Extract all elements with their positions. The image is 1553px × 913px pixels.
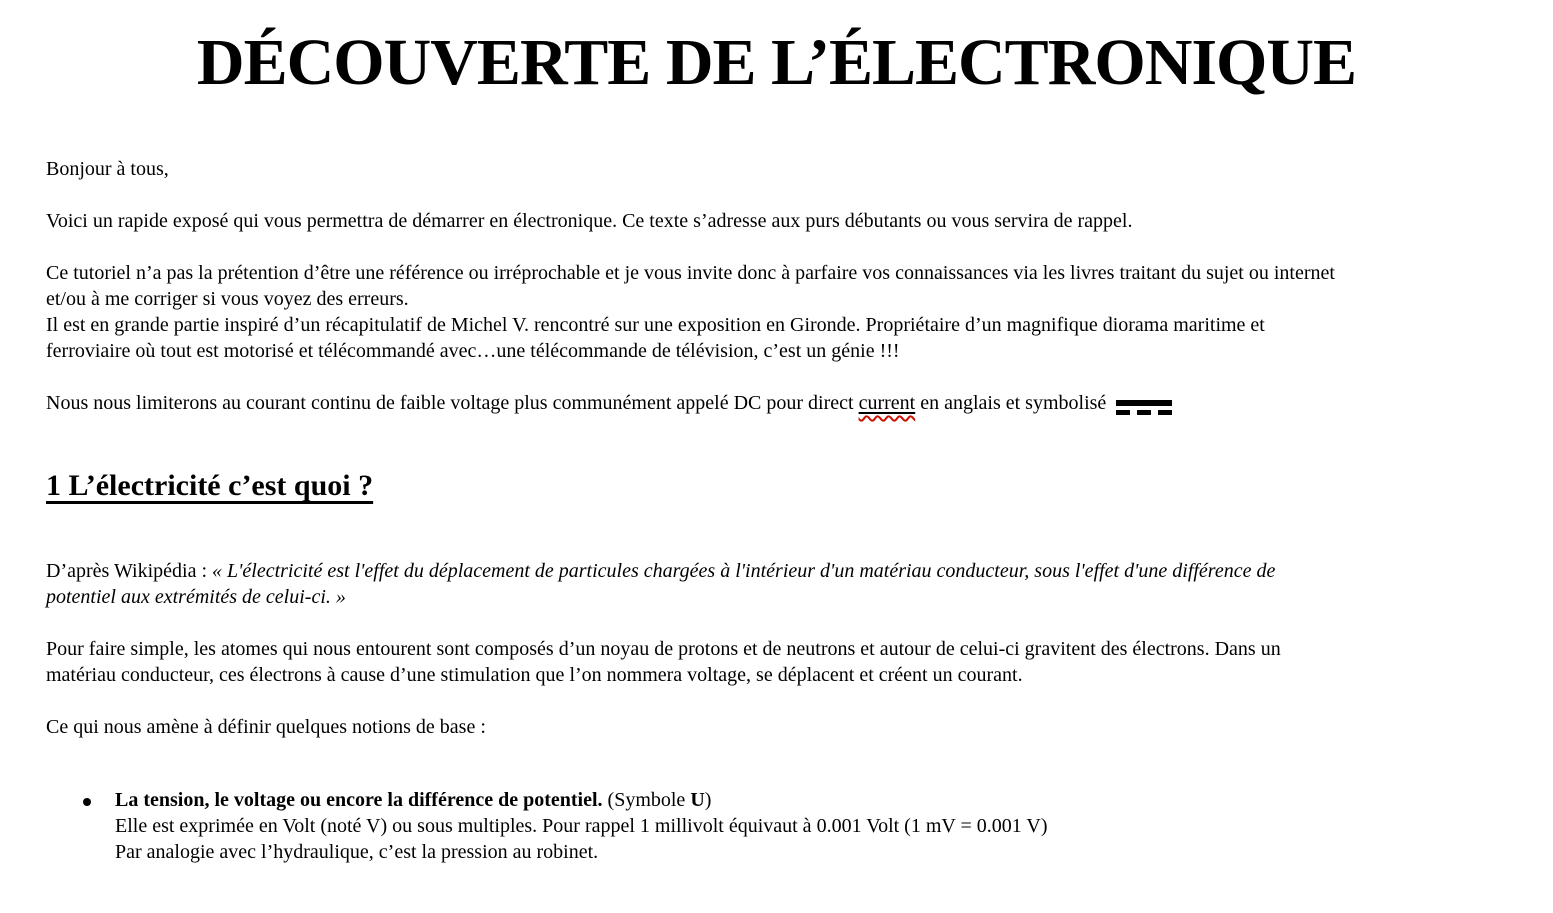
wikipedia-lead: D’après Wikipédia : [46, 560, 212, 582]
dc-icon-solid-bar [1116, 400, 1172, 406]
wikipedia-quote-part-2: potentiel aux extrémités de celui-ci. » [46, 586, 346, 608]
tutorial-line-2: et/ou à me corriger si vous voyez des erreurs. [46, 288, 409, 310]
spellchecked-word: current [858, 392, 916, 414]
wikipedia-line-1 [46, 558, 1507, 584]
bullet-normal-close: ) [704, 789, 712, 811]
bullet-symbol-letter: U [690, 789, 705, 811]
wikipedia-quote-part-1: « L'électricité est l'effet du déplacement de particules chargées à l'intérieur d'un matériau conducteur, sous l'effet d'une différence de [212, 560, 1276, 582]
bullet-line-2: Elle est exprimée en Volt (noté V) ou sous multiples. Pour rappel 1 millivolt équivaut à 0.001 Volt (1 mV = 0.001 V) [115, 815, 1048, 837]
section-1-heading: 1 L’électricité c’est quoi ? [46, 469, 374, 502]
bullet-normal-mid: (Symbole [602, 789, 691, 811]
intro-line: Voici un rapide exposé qui vous permettra de démarrer en électronique. Ce texte s’adresse aux purs débutants ou vous servira de rappel. [46, 210, 1133, 232]
atoms-line-1: Pour faire simple, les atomes qui nous entourent sont composés d’un noyau de protons et de neutrons et autour de celui-ci gravitent des électrons. Dans un [46, 638, 1281, 660]
greeting-paragraph: Bonjour à tous, [46, 158, 169, 180]
dc-text-after: en anglais et symbolisé [915, 392, 1107, 414]
underlined-word-wrap [859, 392, 916, 414]
notions-intro-paragraph: Ce qui nous amène à définir quelques notions de base : [46, 716, 486, 738]
document-title: DÉCOUVERTE DE L’ÉLECTRONIQUE [196, 26, 1357, 99]
bullet-line-3: Par analogie avec l’hydraulique, c’est la pression au robinet. [115, 841, 599, 863]
bullet-bold-lead: La tension, le voltage ou encore la différence de potentiel. [115, 789, 603, 811]
bullet-title-line [115, 787, 1507, 813]
intro-paragraph [46, 208, 1507, 234]
tutorial-line-1: Ce tutoriel n’a pas la prétention d’être une référence ou irréprochable et je vous invite donc à parfaire vos connaissances via les livres traitant du sujet ou internet [46, 262, 1335, 284]
dc-paragraph [46, 390, 1507, 416]
notions-list [46, 787, 1507, 865]
atoms-line-2: matériau conducteur, ces électrons à cause d’une stimulation que l’on nommera voltage, se déplacent et créent un courant. [46, 664, 1023, 686]
list-item-tension [46, 787, 1507, 865]
dc-current-icon [1116, 400, 1172, 415]
dc-text-before: Nous nous limiterons au courant continu de faible voltage plus communément appelé DC pour direct [46, 392, 859, 414]
dc-icon-dashed-bar [1116, 410, 1172, 415]
tutorial-line-3: Il est en grande partie inspiré d’un récapitulatif de Michel V. rencontré sur une exposition en Gironde. Propriétaire d’un magnifique diorama maritime et [46, 314, 1265, 336]
tutorial-line-4: ferroviaire où tout est motorisé et télécommandé avec…une télécommande de télévision, c’est un génie !!! [46, 340, 900, 362]
bullet-dot-icon [83, 798, 91, 806]
